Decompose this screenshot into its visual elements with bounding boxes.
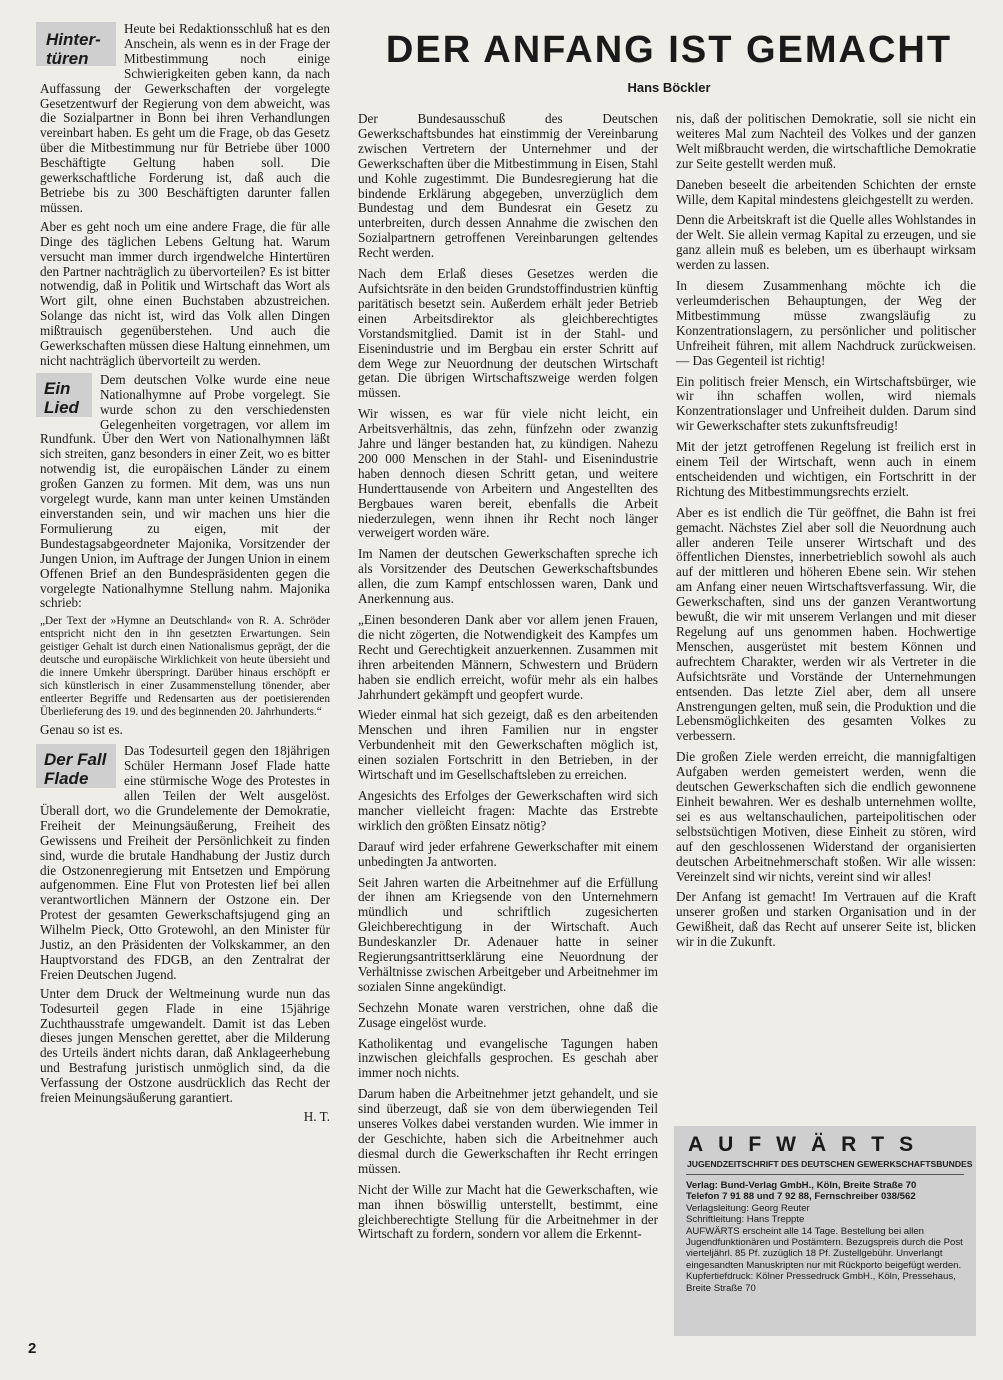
impressum-line: Verlag: Bund-Verlag GmbH., Köln, Breite Straße 70: [686, 1180, 917, 1191]
paragraph: nis, daß der politischen Demokratie, soll sie nicht ein weiteres Mal zum Nachteil des Volkes und der ganzen Welt mißbraucht werden, die wirtschaftliche Demokratie zur Seite gestellt werden muß.: [676, 111, 976, 171]
paragraph: In diesem Zusammenhang möchte ich die verleumderischen Behauptungen, der Weg der Mitbestimmung müsse zwangsläufig zu Konzentrationslagern, zu persönlicher und politischer Unfreiheit führen, mit allem Nachdruck zurückweisen. — Das Gegenteil ist richtig!: [676, 278, 976, 368]
divider: [686, 1174, 964, 1175]
section-heading: Der Fall Flade: [44, 750, 107, 789]
quote: „Der Text der »Hymne an Deutschland« von R. A. Schröder entspricht nicht den in ihn gesetzten Erwartungen. Sein geistiger Gehalt ist durch einen Nationalismus geprägt, der die deutsche und europäische Wirklichkeit von heute übersieht und die innere Umkehr überspringt. Darüber hinaus erschöpft er sich künstlerisch in einer Zusammenstellung tönender, aber entleerter Begriffe und Redensarten aus der poetisierenden Überlieferung des 19. und des beginnenden 20. Jahrhunderts.“: [40, 615, 330, 719]
paragraph: Aber es geht noch um eine andere Frage, die für alle Dinge des täglichen Lebens Geltung hat. Warum versucht man immer durch irgendwelche Hintertüren den Partner nachträglich zu übervorteilen? Es ist bitter notwendig, daß in Politik und Wirtschaft das Wort als Wort gilt, ohne einen Buchstaben abzustreichen. Solange das nicht ist, wird das Volk allen Dingen mißtrauisch gegenüberstehen. Und auch die Gewerkschaften müssen diese Haltung einnehmen, um nicht nachträglich übervorteilt zu werden.: [40, 218, 330, 368]
paragraph: Unter dem Druck der Weltmeinung wurde nun das Todesurteil gegen Flade in eine 15jährige Zuchthausstrafe umgewandelt. Damit ist das Leben dieses jungen Menschen gerettet, aber die Milderung des Urteils ändert nichts daran, daß Anklageerhebung und Bestrafung juristisch unmöglich sind, da die Verfassung der Ostzone ausdrücklich das Recht der freien Meinungsäußerung garantiert.: [40, 985, 330, 1106]
paragraph: Darum haben die Arbeitnehmer jetzt gehandelt, und sie sind überzeugt, daß sie von dem überwiegenden Teil unseres Volkes dabei verstanden wurden. Wie immer in der Geschichte, haben sich die Arbeitnehmer auch diesmal durch die Gewerkschaften ihr Recht erringen müssen.: [358, 1086, 658, 1176]
magazine-subtitle: JUGENDZEITSCHRIFT DES DEUTSCHEN GEWERKSCHAFTSBUNDES: [687, 1159, 973, 1169]
paragraph: Nach dem Erlaß dieses Gesetzes werden die Aufsichtsräte in den beiden Grundstoffindustrien künftig paritätisch besetzt sein. Außerdem erhält jeder Betrieb einen Arbeitsdirektor als gleichberechtigtes Vorstandsmitglied. Damit ist in der Stahl- und Eisenindustrie und im Bergbau ein erster Schritt auf dem Wege zur Neuordnung der deutschen Wirtschaft getan. Die übrigen Wirtschaftszweige werden folgen müssen.: [358, 266, 658, 401]
paragraph: Angesichts des Erfolges der Gewerkschaften wird sich mancher vielleicht fragen: Machte das Erstrebte wirklich den größten Einsatz nötig?: [358, 787, 658, 833]
paragraph: Dem deutschen Volke wurde eine neue Nationalhymne auf Probe vorgelegt. Sie wurde schon zu den verschiedensten Gelegenheiten vorgetragen, vor allem im Rundfunk. Über den Wert von Nationalhymnen läßt sich streiten, ganz besonders in einer Zeit, wo es bitter notwendig ist, die europäischen Länder zu einem großen Ganzen zu formen. Mit dem, was uns nun vorgelegt wurde, kann man unter keinen Umständen einverstanden sein, und wir machen uns hier die Formulierung zu eigen, mit der Bundestagsabgeordneter Majonika, Vorsitzender der Jungen Union, im Auftrage der Jungen Union in einem Offenen Brief an den Bundespräsidenten gegen die vorgelegte Nationalhymne Stellung nahm. Majonika schrieb:: [40, 371, 330, 611]
article-title: DER ANFANG IST GEMACHT: [385, 29, 953, 71]
paragraph: Aber es ist endlich die Tür geöffnet, die Bahn ist frei gemacht. Nächstes Ziel aber soll die Neuordnung auch aller anderen Teile unserer Wirtschaft und des öffentlichen Dienstes, innerbetrieblich sowohl als auch auf der mittleren und höheren Ebene sein. Wir stehen am Anfang einer neuen Wirtschaftsverfassung. Wir, die Gewerkschaften, sind uns der ganzen Verantwortung bewußt, die wir mit unserem Verlangen und mit dieser Regelung auf uns genommen haben. Hochwertige Menschen, ausgerüstet mit bestem Können und aufrechtem Charakter, werden wir als Vertreter in die Aufsichtsräte und Vorstände der Unternehmungen entsenden. Das letzte Ziel aber, dem all unsere Anstrengungen gelten, muß sein, die Produktion und die Lebensmöglichkeiten des gesamten Volkes zu verbessern.: [676, 504, 976, 744]
paragraph: Mit der jetzt getroffenen Regelung ist freilich erst in einem Teil der Wirtschaft, wenn auch in einem entscheidenden und wichtigen, ein Fortschritt in der Richtung des Mitbestimmungsrechts erzielt.: [676, 439, 976, 499]
paragraph: Die großen Ziele werden erreicht, die mannigfaltigen Aufgaben werden gemeistert werden, wenn die deutschen Gewerkschaften sich die endlich gewonnene Einheit bewahren. Wer es deshalb unternehmen wollte, sei es aus weltanschaulichen, parteipolitischen oder selbstsüchtigen Motiven, diese Einheit zu stören, wird auf den geschlossenen Widerstand der organisierten deutschen Arbeitnehmerschaft stoßen. Wir alle wissen: Vereinzelt sind wir nichts, vereint sind wir alles!: [676, 749, 976, 884]
paragraph: Wir wissen, es war für viele nicht leicht, ein Arbeitsverhältnis, das zehn, fünfzehn oder zwanzig Jahre und länger bestanden hat, zu kündigen. Nahezu 200 000 Menschen in der Stahl- und Eisenindustrie haben dennoch diesen Schritt getan, und weitere Hunderttausende von Arbeitern und Angestellten des Bergbaues waren bereit, ebenfalls die Arbeit niederzulegen, wenn ihnen ihr Recht noch länger verweigert worden wäre.: [358, 406, 658, 541]
paragraph: Denn die Arbeitskraft ist die Quelle alles Wohlstandes in der Welt. Sie allein vermag Kapital zu erzeugen, und sie ganz allein muß es beleben, um es überhaupt wirksam werden zu lassen.: [676, 212, 976, 273]
paragraph: Seit Jahren warten die Arbeitnehmer auf die Erfüllung der ihnen am Kriegsende von den Unternehmern mündlich und schriftlich zugesicherten Gleichberechtigung in der Wirtschaft. Auch Bundeskanzler Dr. Adenauer hatte in seiner Regierungsantrittserklärung eine Neuordnung der Verhältnisse zwischen Arbeitgeber und Arbeitnehmer im sozialen Sinne angekündigt.: [358, 874, 658, 994]
closing-line: Genau so ist es.: [40, 722, 123, 738]
impressum-line: AUFWÄRTS erscheint alle 14 Tage. Bestellung bei allen Jugendfunktionären und Postämtern. Bezugspreis durch die Post vierteljährl. 85 Pf. zuzüglich 18 Pf. Zustellgebühr. Unverlangt eingesandten Manuskripten nur mit Rückporto beigefügt werden.: [686, 1225, 963, 1271]
section-hintertueren: [40, 22, 330, 369]
magazine-title: AUFWÄRTS: [688, 1133, 929, 1156]
paragraph: Heute bei Redaktionsschluß hat es den Anschein, als wenn es in der Frage der Mitbestimmung noch einige Schwierigkeiten geben kann, da nach Auffassung der Gewerkschaften der vorgelegte Gesetzentwurf der Regierung von dem abweicht, was die Sozialpartner in Bonn bei ihren Verhandlungen vereinbart haben. Es geht um die Frage, ob das Gesetz über die Mitbestimmung nur für Betriebe über 1000 Beschäftigte Geltung haben soll. Die gewerkschaftliche Forderung ist, daß auch die Betriebe bis zu 300 Beschäftigten darunter fallen müssen.: [40, 21, 330, 215]
impressum-box: [674, 1126, 976, 1336]
section-heading: Hinter- türen: [46, 30, 101, 68]
paragraph: Nicht der Wille zur Macht hat die Gewerkschaften, wie man ihnen böswillig unterstellt, bestimmt, eine gleichberechtigte Stellung für die Arbeitnehmer in der Wirtschaft zu fordern, sondern vor allem die Erkennt-: [358, 1181, 658, 1242]
paragraph: Das Todesurteil gegen den 18jährigen Schüler Hermann Josef Flade hatte eine stürmische Woge des Protestes in allen Teilen der Welt ausgelöst. Überall dort, wo die Grundelemente der Demokratie, Freiheit der Meinungsäußerung, Freiheit des Gewissens und Freiheit der Persönlichkeit zu finden sind, wurde die brutale Handhabung der Justiz durch die Ostzonenregierung mit Entsetzen und Empörung aufgenommen. Eine Flut von Protesten lief bei allen verantwortlichen Männern der Ostzone ein. Der Protest der gesamten Gewerkschaftsjugend ging an Wilhelm Pieck, Otto Grotewohl, an den Minister für Justiz, an den Präsidenten der Volkskammer, an den Hauptvorstand des FDGB, an den Zentralrat der Freien Deutschen Jugend.: [40, 743, 330, 982]
section-heading: Ein Lied: [44, 378, 79, 417]
page-number: 2: [28, 1340, 37, 1357]
impressum-text: [686, 1180, 964, 1294]
impressum-line: Kupfertiefdruck: Kölner Pressedruck GmbH., Köln, Pressehaus, Breite Straße 70: [686, 1271, 956, 1294]
article-column-2: [676, 112, 976, 956]
paragraph: Darauf wird jeder erfahrene Gewerkschafter mit einem unbedingten Ja antworten.: [358, 838, 658, 869]
paragraph: Der Anfang ist gemacht! Im Vertrauen auf die Kraft unserer großen und starken Organisation und in der Gewißheit, daß das Recht auf unserer Seite ist, blicken wir in die Zukunft.: [676, 889, 976, 950]
sidebar: [40, 22, 330, 1338]
article-column-1: [358, 112, 658, 1248]
signature: H. T.: [303, 1109, 330, 1124]
paragraph: Im Namen der deutschen Gewerkschaften spreche ich als Vorsitzender des Deutschen Gewerkschaftsbundes allen, die zum Kampf entschlossen waren, Dank und Anerkennung aus.: [358, 546, 658, 607]
paragraph: Der Bundesausschuß des Deutschen Gewerkschaftsbundes hat einstimmig der Vereinbarung zwischen Vertretern der Unternehmer und der Gewerkschaften über die Mitbestimmung in Eisen, Stahl und Kohle zugestimmt. Die Bundesregierung hat die bindende Erklärung abgegeben, unverzüglich dem Bundestag und dem Bundesrat ein Gesetz zu unterbreiten, durch dessen Annahme die zwischen den Sozialpartnern getroffenen Vereinbarungen geltendes Recht werden.: [358, 111, 658, 261]
paragraph: Wieder einmal hat sich gezeigt, daß es den arbeitenden Menschen und ihren Familien nur in engster Verbundenheit mit den Gewerkschaften möglich ist, einen sozialen Fortschritt in den Betrieben, in der Wirtschaft und im Gesellschaftsleben zu erreichen.: [358, 707, 658, 783]
paragraph: Katholikentag und evangelische Tagungen haben inzwischen gleichfalls gesprochen. Es geschah aber immer noch nichts.: [358, 1035, 658, 1081]
paragraph: Ein politisch freier Mensch, ein Wirtschaftsbürger, wie wir ihn schaffen wollen, wird niemals Konzentrationslager und Unfreiheit dulden. Darum sind wir Gewerkschafter stets zukunftsfreudig!: [676, 373, 976, 434]
impressum-line: Schriftleitung: Hans Treppte: [686, 1214, 805, 1226]
paragraph: Daneben beseelt die arbeitenden Schichten der ernste Wille, dem Kapital mindestens gleichgestellt zu werden.: [676, 176, 976, 207]
section-lied: [40, 373, 330, 738]
impressum-line: Telefon 7 91 88 und 7 92 88, Fernschreiber 038/562: [686, 1191, 916, 1203]
section-flade: [40, 744, 330, 1125]
article-author: Hans Böckler: [627, 80, 711, 95]
paragraph: Sechzehn Monate waren verstrichen, ohne daß die Zusage eingelöst wurde.: [358, 999, 658, 1030]
paragraph: „Einen besonderen Dank aber vor allem jenen Frauen, die nicht zögerten, die Notwendigkeit des Kampfes um Recht und Gerechtigkeit anzuerkennen. Zusammen mit ihren arbeitenden Männern, Schwestern und Brüdern haben sie endlich erreicht, wofür mehr als ein halbes Jahrhundert gekämpft und geopfert wurde.: [358, 612, 658, 702]
impressum-line: Verlagsleitung: Georg Reuter: [686, 1202, 810, 1214]
